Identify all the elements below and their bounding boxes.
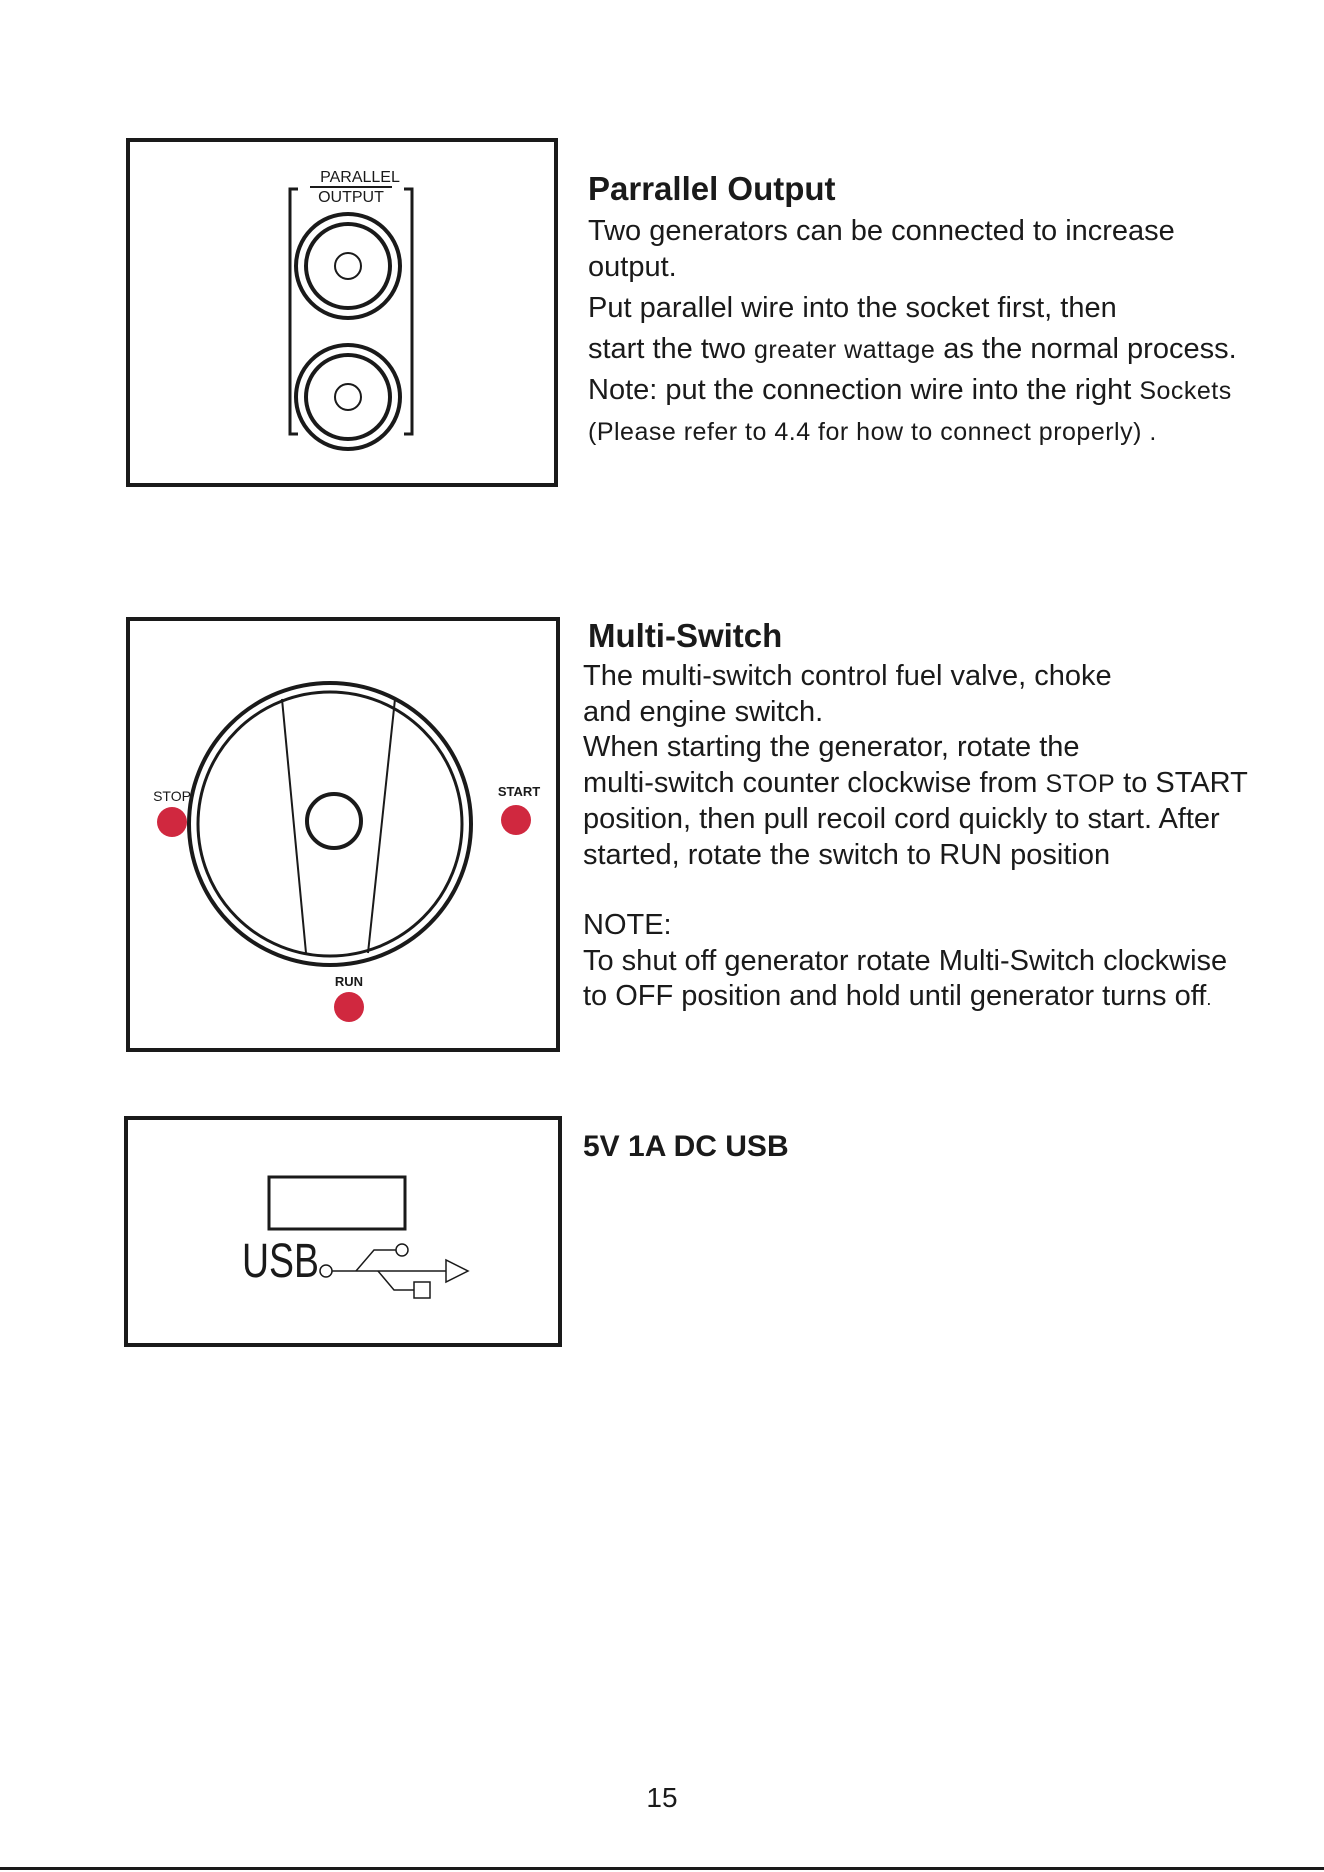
lower-socket-icon [296,345,400,449]
multiswitch-line-5: position, then pull recoil cord quickly to start. After [583,803,1220,835]
usb-trident-icon [320,1244,468,1298]
bottom-rule [0,1867,1324,1870]
start-label: START [497,784,541,799]
parallel-line-6: (Please refer to 4.4 for how to connect properly) . [588,417,1157,446]
parallel-line-2: output. [588,250,677,283]
stop-indicator-dot [157,807,187,837]
multi-switch-dial-drawing [130,621,564,1056]
multiswitch-line-3: When starting the generator, rotate the [583,731,1080,763]
parallel-line-1: Two generators can be connected to increase [588,215,1175,247]
multiswitch-line-4c: to START [1115,766,1248,799]
note-label: NOTE: [583,909,672,941]
note-line-2b: . [1206,989,1212,1009]
parallel-output-title: Parrallel Output [588,170,836,207]
parallel-output-diagram [126,138,558,487]
parallel-line-4a: start the two [588,332,755,365]
usb-label: USB [242,1234,319,1289]
note-line-2 [583,979,1248,1018]
run-label: RUN [334,974,364,989]
parallel-line-5b: Sockets [1139,377,1232,405]
parallel-line-5 [588,373,1237,410]
usb-port-diagram [124,1116,562,1347]
parallel-label: PARALLEL [320,169,400,186]
upper-socket-icon [296,214,400,318]
parallel-output-text [588,170,1237,450]
stop-label: STOP [153,788,191,804]
multiswitch-line-4b: STOP [1045,769,1116,798]
output-label: OUTPUT [318,189,384,206]
right-bracket [404,189,412,434]
parallel-line-4c: as the normal process. [935,332,1237,365]
usb-text [583,1130,789,1170]
start-indicator-dot [501,805,531,835]
multi-switch-text [583,617,1248,1018]
multiswitch-line-2: and engine switch. [583,695,824,728]
multiswitch-line-4 [583,766,1248,803]
parallel-line-5a: Note: put the connection wire into the right [588,374,1140,406]
dial-knob-icon [189,683,471,965]
note-line-1: To shut off generator rotate Multi-Switch clockwise [583,944,1228,977]
multi-switch-diagram [126,617,560,1052]
run-indicator-dot [334,992,364,1022]
usb-port-drawing [128,1120,566,1351]
parallel-line-4 [588,332,1237,369]
multi-switch-title: Multi-Switch [588,617,783,654]
usb-title: 5V 1A DC USB [583,1130,789,1163]
multiswitch-line-1: The multi-switch control fuel valve, choke [583,660,1112,692]
page-number: 15 [646,1782,678,1813]
parallel-line-3: Put parallel wire into the socket first, then [588,292,1117,324]
multiswitch-line-4a: multi-switch counter clockwise from [583,766,1046,799]
parallel-output-socket-drawing [130,142,562,491]
multiswitch-line-6: started, rotate the switch to RUN position [583,838,1111,871]
usb-port-slot [269,1177,405,1229]
note-line-2a: to OFF position and hold until generator turns off [583,980,1207,1012]
parallel-line-4b: greater wattage [754,335,936,364]
